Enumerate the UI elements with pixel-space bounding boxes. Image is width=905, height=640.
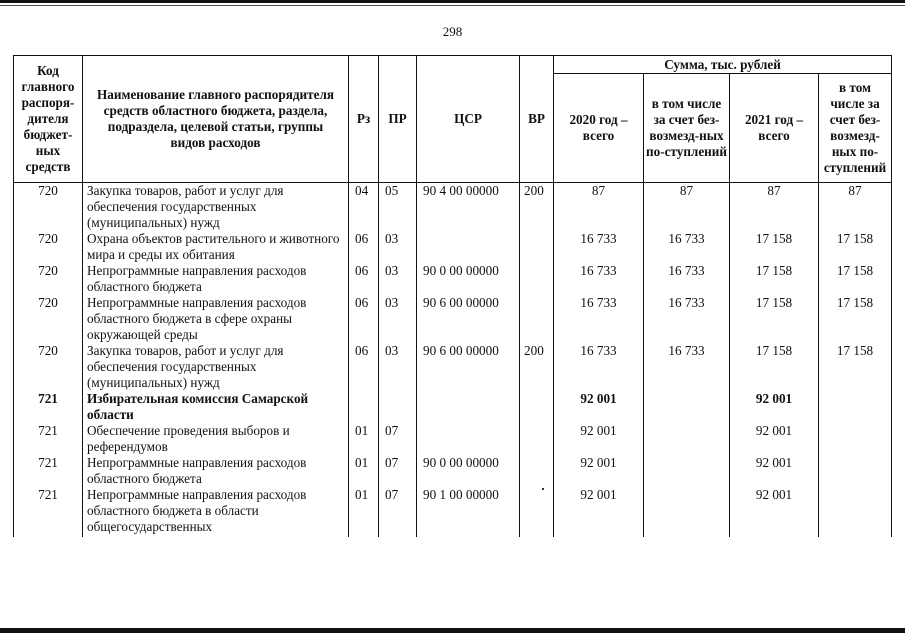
row-csr <box>417 391 520 423</box>
row-code: 720 <box>14 231 83 263</box>
header-name: Наименование главного распорядителя средств областного бюджета, раздела, подраздела, целевой статьи, группы видов расходов <box>83 56 349 183</box>
row-vr: 200 <box>520 343 554 391</box>
header-2020-free: в том числе за счет без-возмезд-ных по-ступлений <box>644 74 730 183</box>
header-2020-total: 2020 год – всего <box>554 74 644 183</box>
table-row <box>14 295 892 343</box>
row-name: Непрограммные направления расходов областного бюджета в области общегосударственных <box>83 487 349 537</box>
row-rz <box>349 391 379 423</box>
header-2021-free: в том числе за счет без-возмезд-ных по-ступлений <box>819 74 892 183</box>
row-2020-free <box>644 391 730 423</box>
page-number: 298 <box>442 24 463 39</box>
row-name: Охрана объектов растительного и животного мира и среды их обитания <box>83 231 349 263</box>
row-2021-total: 92 001 <box>730 391 819 423</box>
row-2021-free: 17 158 <box>819 231 892 263</box>
row-pr: 03 <box>379 343 417 391</box>
header-csr: ЦСР <box>417 56 520 183</box>
row-pr: 03 <box>379 231 417 263</box>
row-rz: 01 <box>349 423 379 455</box>
row-csr: 90 0 00 00000 <box>417 263 520 295</box>
row-2020-free: 16 733 <box>644 263 730 295</box>
header-2021-total: 2021 год – всего <box>730 74 819 183</box>
row-2021-free <box>819 455 892 487</box>
row-name: Закупка товаров, работ и услуг для обеспечения государственных (муниципальных) нужд <box>83 343 349 391</box>
table-row <box>14 455 892 487</box>
table-row <box>14 183 892 232</box>
row-name: Обеспечение проведения выборов и референдумов <box>83 423 349 455</box>
budget-table <box>13 55 892 537</box>
row-csr: 90 1 00 00000 <box>417 487 520 537</box>
row-code: 720 <box>14 263 83 295</box>
row-name: Непрограммные направления расходов областного бюджета <box>83 455 349 487</box>
row-rz: 06 <box>349 343 379 391</box>
row-2020-total: 87 <box>554 183 644 232</box>
scan-speck <box>542 488 544 490</box>
header-pr: ПР <box>379 56 417 183</box>
row-2020-total: 16 733 <box>554 231 644 263</box>
row-csr: 90 0 00 00000 <box>417 455 520 487</box>
row-2021-free: 17 158 <box>819 263 892 295</box>
table-row <box>14 423 892 455</box>
row-2020-free <box>644 423 730 455</box>
table-header <box>14 56 892 183</box>
header-code: Код главного распоря-дителя бюджет-ных средств <box>14 56 83 183</box>
row-2020-total: 92 001 <box>554 423 644 455</box>
header-vr: ВР <box>520 56 554 183</box>
row-2021-free <box>819 423 892 455</box>
header-sum: Сумма, тыс. рублей <box>554 56 892 74</box>
row-pr: 03 <box>379 295 417 343</box>
row-name: Непрограммные направления расходов областного бюджета <box>83 263 349 295</box>
row-2021-free: 87 <box>819 183 892 232</box>
row-vr <box>520 423 554 455</box>
row-code: 721 <box>14 487 83 537</box>
row-rz: 01 <box>349 487 379 537</box>
row-code: 720 <box>14 295 83 343</box>
row-rz: 01 <box>349 455 379 487</box>
row-2020-total: 92 001 <box>554 391 644 423</box>
table-row-section <box>14 391 892 423</box>
row-2021-free: 17 158 <box>819 295 892 343</box>
row-2020-free <box>644 487 730 537</box>
row-2020-total: 92 001 <box>554 455 644 487</box>
row-vr <box>520 295 554 343</box>
row-2020-total: 92 001 <box>554 487 644 537</box>
header-rz: Рз <box>349 56 379 183</box>
row-rz: 06 <box>349 295 379 343</box>
row-2021-total: 17 158 <box>730 263 819 295</box>
row-csr <box>417 231 520 263</box>
row-rz: 06 <box>349 231 379 263</box>
row-pr: 07 <box>379 455 417 487</box>
table-row <box>14 487 892 537</box>
row-code: 721 <box>14 391 83 423</box>
top-border-thin-line <box>0 5 905 6</box>
row-2021-total: 92 001 <box>730 487 819 537</box>
row-2021-free <box>819 391 892 423</box>
row-code: 720 <box>14 183 83 232</box>
row-name: Закупка товаров, работ и услуг для обеспечения государственных (муниципальных) нужд <box>83 183 349 232</box>
row-csr: 90 6 00 00000 <box>417 343 520 391</box>
top-border-line <box>0 0 905 3</box>
row-2020-free <box>644 455 730 487</box>
row-pr <box>379 391 417 423</box>
row-code: 721 <box>14 455 83 487</box>
row-rz: 06 <box>349 263 379 295</box>
row-code: 721 <box>14 423 83 455</box>
bottom-border-line <box>0 628 905 633</box>
table-row <box>14 231 892 263</box>
row-2021-free: 17 158 <box>819 343 892 391</box>
row-pr: 03 <box>379 263 417 295</box>
row-vr <box>520 487 554 537</box>
row-2020-total: 16 733 <box>554 295 644 343</box>
row-vr <box>520 455 554 487</box>
row-2021-total: 92 001 <box>730 455 819 487</box>
row-2020-total: 16 733 <box>554 263 644 295</box>
row-name: Непрограммные направления расходов областного бюджета в сфере охраны окружающей среды <box>83 295 349 343</box>
table-body <box>14 183 892 538</box>
row-csr: 90 6 00 00000 <box>417 295 520 343</box>
row-2021-total: 17 158 <box>730 343 819 391</box>
row-2021-total: 17 158 <box>730 231 819 263</box>
row-2020-free: 16 733 <box>644 295 730 343</box>
row-2021-total: 92 001 <box>730 423 819 455</box>
table-row <box>14 263 892 295</box>
row-code: 720 <box>14 343 83 391</box>
row-csr: 90 4 00 00000 <box>417 183 520 232</box>
row-2021-total: 17 158 <box>730 295 819 343</box>
row-2020-free: 87 <box>644 183 730 232</box>
row-vr <box>520 231 554 263</box>
row-2021-total: 87 <box>730 183 819 232</box>
row-csr <box>417 423 520 455</box>
row-2020-free: 16 733 <box>644 343 730 391</box>
row-rz: 04 <box>349 183 379 232</box>
row-2021-free <box>819 487 892 537</box>
row-vr <box>520 263 554 295</box>
row-vr <box>520 391 554 423</box>
row-name: Избирательная комиссия Самарской области <box>83 391 349 423</box>
row-pr: 07 <box>379 423 417 455</box>
row-vr: 200 <box>520 183 554 232</box>
row-pr: 07 <box>379 487 417 537</box>
row-2020-total: 16 733 <box>554 343 644 391</box>
row-2020-free: 16 733 <box>644 231 730 263</box>
table-row <box>14 343 892 391</box>
row-pr: 05 <box>379 183 417 232</box>
